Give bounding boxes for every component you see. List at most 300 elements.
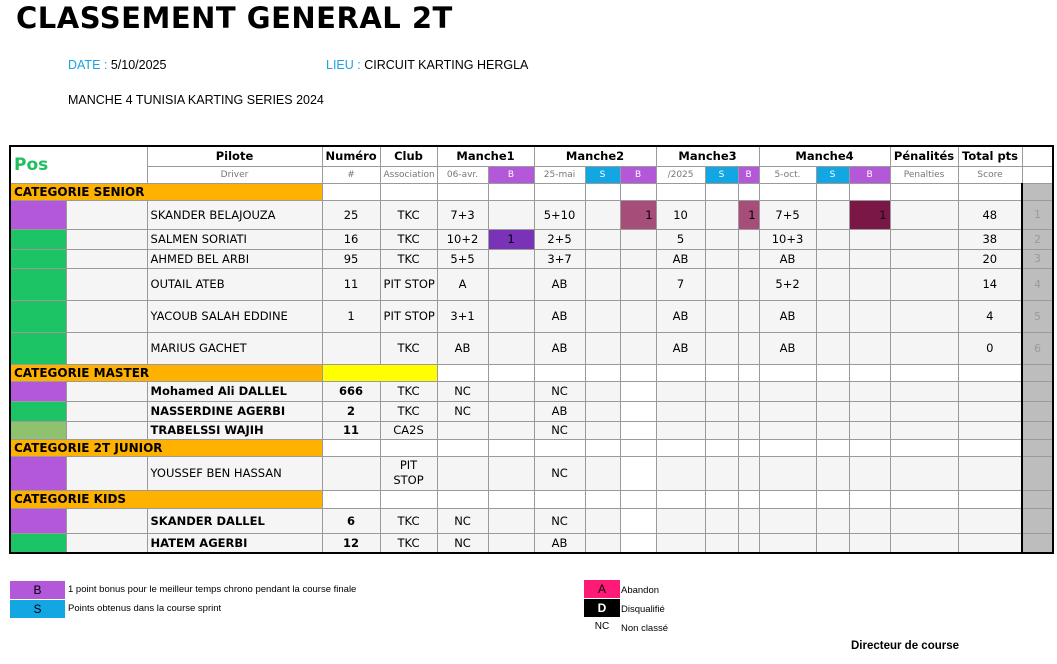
- table-cell: [759, 490, 816, 508]
- category-band: [322, 364, 437, 381]
- pilote-header: Pilote: [147, 146, 322, 166]
- manche1-bonus: [488, 268, 534, 300]
- table-cell: [322, 183, 380, 200]
- driver-number: [322, 332, 380, 364]
- manche1-bonus: [488, 456, 534, 490]
- club-name-line2: STOP: [393, 473, 424, 487]
- manche2-sprint: [585, 381, 620, 401]
- table-cell: [849, 364, 890, 381]
- table-row: [10, 332, 1053, 364]
- category-junior-label: CATEGORIE 2T JUNIOR: [10, 439, 322, 456]
- lieu-line: [326, 58, 528, 72]
- manche4-sprint: [816, 508, 849, 533]
- table-cell: [890, 490, 958, 508]
- m1-date: 06-avr.: [437, 166, 488, 183]
- driver-number: 2: [322, 401, 380, 421]
- table-row: [10, 381, 1053, 401]
- manche2-points: AB: [534, 533, 585, 553]
- pilote-name: YOUSSEF BEN HASSAN: [147, 456, 322, 490]
- manche4-points: 7+5: [759, 200, 816, 229]
- table-cell: [488, 439, 534, 456]
- penalties-cell: [890, 268, 958, 300]
- manche3-sprint: [705, 200, 738, 229]
- manche1-points: [437, 456, 488, 490]
- category-color-swatch: [10, 249, 66, 268]
- total-score: [958, 533, 1022, 553]
- table-cell: [620, 364, 656, 381]
- penalties-cell: [890, 381, 958, 401]
- table-cell: [488, 364, 534, 381]
- manche3-sprint: [705, 300, 738, 332]
- manche3-sprint: [705, 332, 738, 364]
- manche3-sprint: [705, 381, 738, 401]
- manche1-bonus: [488, 421, 534, 439]
- manche4-points: [759, 456, 816, 490]
- manche2-sprint: [585, 533, 620, 553]
- table-cell: [437, 364, 488, 381]
- table-cell: [585, 439, 620, 456]
- category-color-swatch: [10, 332, 66, 364]
- total-score: 0: [958, 332, 1022, 364]
- driver-number: 16: [322, 229, 380, 249]
- manche3-points: [656, 533, 705, 553]
- penalties-cell: [890, 300, 958, 332]
- manche3-sprint: [705, 508, 738, 533]
- category-color-swatch: [10, 401, 66, 421]
- pilote-name: HATEM AGERBI: [147, 533, 322, 553]
- rank-cell: [1022, 490, 1053, 508]
- manche1-points: NC: [437, 508, 488, 533]
- total-score: [958, 381, 1022, 401]
- table-cell: [816, 183, 849, 200]
- table-cell: [738, 490, 759, 508]
- table-cell: [849, 183, 890, 200]
- date-value: 5/10/2025: [110, 58, 167, 72]
- manche3-bonus: [738, 533, 759, 553]
- manche4-bonus: [849, 456, 890, 490]
- category-color-swatch: [10, 229, 66, 249]
- pilote-name: MARIUS GACHET: [147, 332, 322, 364]
- manche4-points: 5+2: [759, 268, 816, 300]
- pilote-name: Mohamed Ali DALLEL: [147, 381, 322, 401]
- manche3-bonus: [738, 300, 759, 332]
- manche3-bonus: [738, 508, 759, 533]
- manche3-sprint: [705, 229, 738, 249]
- table-cell: [488, 183, 534, 200]
- manche3-bonus: [738, 421, 759, 439]
- manche3-points: [656, 381, 705, 401]
- table-cell: [585, 183, 620, 200]
- manche1-points: 5+5: [437, 249, 488, 268]
- penalties-cell: [890, 533, 958, 553]
- manche1-points: A: [437, 268, 488, 300]
- manche1-points: NC: [437, 381, 488, 401]
- manche4-points: AB: [759, 249, 816, 268]
- pilote-name: NASSERDINE AGERBI: [147, 401, 322, 421]
- category-kids-label: CATEGORIE KIDS: [10, 490, 322, 508]
- table-cell: [66, 456, 147, 490]
- total-score: 48: [958, 200, 1022, 229]
- manche3-sprint: [705, 421, 738, 439]
- table-cell: [759, 439, 816, 456]
- total-score: [958, 421, 1022, 439]
- manche2-bonus: [620, 268, 656, 300]
- manche3-bonus: [738, 381, 759, 401]
- manche4-points: [759, 401, 816, 421]
- association-subheader: Association: [380, 166, 437, 183]
- manche2-bonus: 1: [620, 200, 656, 229]
- rank-cell: [1022, 364, 1053, 381]
- manche4-sprint: [816, 421, 849, 439]
- manche4-bonus: [849, 381, 890, 401]
- table-cell: [322, 490, 380, 508]
- legend-nc-key: NC: [594, 621, 610, 632]
- manche2-points: AB: [534, 300, 585, 332]
- manche2-bonus: [620, 381, 656, 401]
- penalties-cell: [890, 401, 958, 421]
- manche2-bonus: [620, 533, 656, 553]
- manche3-points: 7: [656, 268, 705, 300]
- table-cell: [534, 439, 585, 456]
- manche2-sprint: [585, 229, 620, 249]
- table-cell: [66, 268, 147, 300]
- table-cell: [890, 364, 958, 381]
- score-subheader: Score: [958, 166, 1022, 183]
- club-name: PIT STOP: [380, 300, 437, 332]
- manche3-points: AB: [656, 249, 705, 268]
- driver-number: 1: [322, 300, 380, 332]
- legend-sprint-text: Points obtenus dans la course sprint: [68, 603, 222, 614]
- numero-header: Numéro: [322, 146, 380, 166]
- manche2-sprint: [585, 200, 620, 229]
- manche3-points: AB: [656, 300, 705, 332]
- manche1-points: AB: [437, 332, 488, 364]
- manche3-points: [656, 508, 705, 533]
- table-cell: [656, 490, 705, 508]
- manche3-bonus: [738, 268, 759, 300]
- penalties-cell: [890, 456, 958, 490]
- club-name: [380, 456, 437, 490]
- manche4-points: [759, 421, 816, 439]
- table-cell: [437, 439, 488, 456]
- table-cell: [66, 533, 147, 553]
- manche1-points: NC: [437, 401, 488, 421]
- total-score: 4: [958, 300, 1022, 332]
- lieu-label: LIEU :: [326, 58, 361, 72]
- header-row: [10, 146, 1053, 166]
- manche1-bonus: [488, 249, 534, 268]
- total-header: Total pts: [958, 146, 1022, 166]
- manche3-points: 5: [656, 229, 705, 249]
- club-name: PIT STOP: [380, 268, 437, 300]
- table-cell: [380, 183, 437, 200]
- driver-number: [322, 456, 380, 490]
- manche3-sprint: [705, 249, 738, 268]
- manche3-sprint: [705, 268, 738, 300]
- rank-cell: [1022, 533, 1053, 553]
- penalites-header: Pénalités: [890, 146, 958, 166]
- table-row: [10, 268, 1053, 300]
- manche2-sprint: [585, 300, 620, 332]
- manche1-points: 7+3: [437, 200, 488, 229]
- manche1-bonus: [488, 332, 534, 364]
- club-header: Club: [380, 146, 437, 166]
- manche4-sprint: [816, 381, 849, 401]
- m4-bonus-header: B: [849, 166, 890, 183]
- manche2-sprint: [585, 421, 620, 439]
- table-row: [10, 200, 1053, 229]
- manche4-bonus: [849, 401, 890, 421]
- table-row: [10, 533, 1053, 553]
- category-color-swatch: [10, 268, 66, 300]
- manche1-points: 3+1: [437, 300, 488, 332]
- rank-cell: [1022, 439, 1053, 456]
- manche1-points: [437, 421, 488, 439]
- club-name: TKC: [380, 381, 437, 401]
- pilote-name: SKANDER DALLEL: [147, 508, 322, 533]
- table-cell: [66, 401, 147, 421]
- table-cell: [534, 490, 585, 508]
- rank-cell: 4: [1022, 268, 1053, 300]
- table-cell: [66, 229, 147, 249]
- table-cell: [705, 439, 738, 456]
- m4-date: 5-oct.: [759, 166, 816, 183]
- manche4-bonus: [849, 332, 890, 364]
- table-cell: [437, 490, 488, 508]
- penalties-cell: [890, 421, 958, 439]
- total-score: [958, 508, 1022, 533]
- page-title: CLASSEMENT GENERAL 2T: [16, 1, 453, 35]
- rank-cell: 5: [1022, 300, 1053, 332]
- club-name: TKC: [380, 229, 437, 249]
- category-kids: [10, 490, 1053, 508]
- manche3-bonus: [738, 456, 759, 490]
- pilote-name: OUTAIL ATEB: [147, 268, 322, 300]
- manche4-bonus: [849, 421, 890, 439]
- manche2-points: AB: [534, 401, 585, 421]
- penalties-cell: [890, 200, 958, 229]
- manche3-points: 10: [656, 200, 705, 229]
- table-cell: [322, 439, 380, 456]
- m1-bonus-header: B: [488, 166, 534, 183]
- manche2-points: NC: [534, 421, 585, 439]
- manche2-bonus: [620, 456, 656, 490]
- total-score: [958, 456, 1022, 490]
- penalties-cell: [890, 508, 958, 533]
- club-name: TKC: [380, 200, 437, 229]
- manche4-bonus: [849, 229, 890, 249]
- category-master: [10, 364, 1053, 381]
- total-score: 14: [958, 268, 1022, 300]
- date-label: DATE :: [68, 58, 108, 72]
- driver-number: 11: [322, 268, 380, 300]
- table-cell: [656, 364, 705, 381]
- manche2-points: AB: [534, 268, 585, 300]
- manche2-bonus: [620, 249, 656, 268]
- table-cell: [705, 364, 738, 381]
- table-body: [10, 146, 1053, 553]
- table-row: [10, 249, 1053, 268]
- manche4-points: 10+3: [759, 229, 816, 249]
- event-name: MANCHE 4 TUNISIA KARTING SERIES 2024: [68, 93, 324, 107]
- rank-cell: 6: [1022, 332, 1053, 364]
- manche1-bonus: [488, 508, 534, 533]
- table-cell: [738, 364, 759, 381]
- table-cell: [380, 439, 437, 456]
- manche3-points: [656, 421, 705, 439]
- driver-number: 666: [322, 381, 380, 401]
- table-cell: [534, 364, 585, 381]
- manche2-bonus: [620, 508, 656, 533]
- manche4-bonus: [849, 268, 890, 300]
- manche3-points: [656, 401, 705, 421]
- category-color-swatch: [10, 456, 66, 490]
- table-cell: [620, 439, 656, 456]
- table-cell: [890, 183, 958, 200]
- manche1-bonus: [488, 401, 534, 421]
- penalties-cell: [890, 229, 958, 249]
- manche2-points: 5+10: [534, 200, 585, 229]
- manche1-header: Manche1: [437, 146, 534, 166]
- table-cell: [849, 439, 890, 456]
- manche4-sprint: [816, 249, 849, 268]
- category-color-swatch: [10, 508, 66, 533]
- table-cell: [958, 364, 1022, 381]
- table-cell: [738, 183, 759, 200]
- table-cell: [66, 332, 147, 364]
- table-cell: [66, 300, 147, 332]
- pilote-name: YACOUB SALAH EDDINE: [147, 300, 322, 332]
- table-cell: [585, 364, 620, 381]
- table-row: [10, 508, 1053, 533]
- table-row: [10, 421, 1053, 439]
- manche3-bonus: [738, 401, 759, 421]
- table-cell: [816, 439, 849, 456]
- manche2-sprint: [585, 401, 620, 421]
- table-cell: [656, 439, 705, 456]
- total-score: 20: [958, 249, 1022, 268]
- manche3-header: Manche3: [656, 146, 759, 166]
- driver-number: 95: [322, 249, 380, 268]
- legend-abandon-key: A: [584, 580, 620, 598]
- table-row: [10, 401, 1053, 421]
- rank-cell: [1022, 508, 1053, 533]
- table-row: [10, 300, 1053, 332]
- rank-cell: 1: [1022, 200, 1053, 229]
- total-score: 38: [958, 229, 1022, 249]
- rank-cell: [1022, 183, 1053, 200]
- manche3-sprint: [705, 456, 738, 490]
- table-cell: [759, 183, 816, 200]
- category-color-swatch: [10, 200, 66, 229]
- table-cell: [705, 183, 738, 200]
- penalties-cell: [890, 332, 958, 364]
- rank-cell: 2: [1022, 229, 1053, 249]
- m3-date: /2025: [656, 166, 705, 183]
- classement-table: [9, 145, 1054, 554]
- category-color-swatch: [10, 533, 66, 553]
- m2-sprint-header: S: [585, 166, 620, 183]
- table-cell: [738, 439, 759, 456]
- manche4-sprint: [816, 200, 849, 229]
- manche4-sprint: [816, 456, 849, 490]
- club-name: TKC: [380, 508, 437, 533]
- manche4-bonus: [849, 533, 890, 553]
- table-row: [10, 229, 1053, 249]
- table-cell: [849, 490, 890, 508]
- manche3-bonus: [738, 249, 759, 268]
- category-senior-label: CATEGORIE SENIOR: [10, 183, 322, 200]
- pilote-name: AHMED BEL ARBI: [147, 249, 322, 268]
- manche2-points: NC: [534, 508, 585, 533]
- club-name: TKC: [380, 401, 437, 421]
- manche2-sprint: [585, 249, 620, 268]
- category-master-label: CATEGORIE MASTER: [10, 364, 322, 381]
- manche1-bonus: [488, 381, 534, 401]
- manche2-bonus: [620, 332, 656, 364]
- manche4-sprint: [816, 332, 849, 364]
- manche2-bonus: [620, 421, 656, 439]
- table-cell: [66, 249, 147, 268]
- manche4-bonus: 1: [849, 200, 890, 229]
- table-cell: [890, 439, 958, 456]
- legend-nc-text: Non classé: [621, 623, 668, 634]
- manche3-bonus: [738, 332, 759, 364]
- category-color-swatch: [10, 381, 66, 401]
- lieu-value: CIRCUIT KARTING HERGLA: [364, 58, 529, 72]
- manche4-sprint: [816, 401, 849, 421]
- table-cell: [437, 183, 488, 200]
- manche2-sprint: [585, 268, 620, 300]
- rank-cell: [1022, 401, 1053, 421]
- driver-number: 25: [322, 200, 380, 229]
- manche3-bonus: [738, 229, 759, 249]
- driver-number: 6: [322, 508, 380, 533]
- date-line: [68, 58, 166, 72]
- legend-disq-text: Disqualifié: [621, 604, 665, 615]
- table-cell: [585, 490, 620, 508]
- penalties-subheader: Penalties: [890, 166, 958, 183]
- manche3-bonus: 1: [738, 200, 759, 229]
- table-cell: [816, 364, 849, 381]
- driver-number: 11: [322, 421, 380, 439]
- table-cell: [816, 490, 849, 508]
- legend-bonus-key: B: [10, 581, 65, 599]
- table-cell: [620, 183, 656, 200]
- manche4-bonus: [849, 249, 890, 268]
- table-cell: [66, 421, 147, 439]
- table-cell: [958, 439, 1022, 456]
- manche4-sprint: [816, 533, 849, 553]
- table-cell: [759, 364, 816, 381]
- rank-cell: [1022, 381, 1053, 401]
- manche4-points: AB: [759, 300, 816, 332]
- rank-cell: 3: [1022, 249, 1053, 268]
- manche4-header: Manche4: [759, 146, 890, 166]
- pos-header: Pos: [10, 146, 147, 183]
- pilote-name: SALMEN SORIATI: [147, 229, 322, 249]
- manche2-points: NC: [534, 381, 585, 401]
- rank-cell: [1022, 421, 1053, 439]
- manche2-points: 2+5: [534, 229, 585, 249]
- manche2-bonus: [620, 401, 656, 421]
- manche2-bonus: [620, 229, 656, 249]
- manche1-bonus: [488, 300, 534, 332]
- manche1-bonus: [488, 200, 534, 229]
- manche2-bonus: [620, 300, 656, 332]
- manche3-points: [656, 456, 705, 490]
- driver-subheader: Driver: [147, 166, 322, 183]
